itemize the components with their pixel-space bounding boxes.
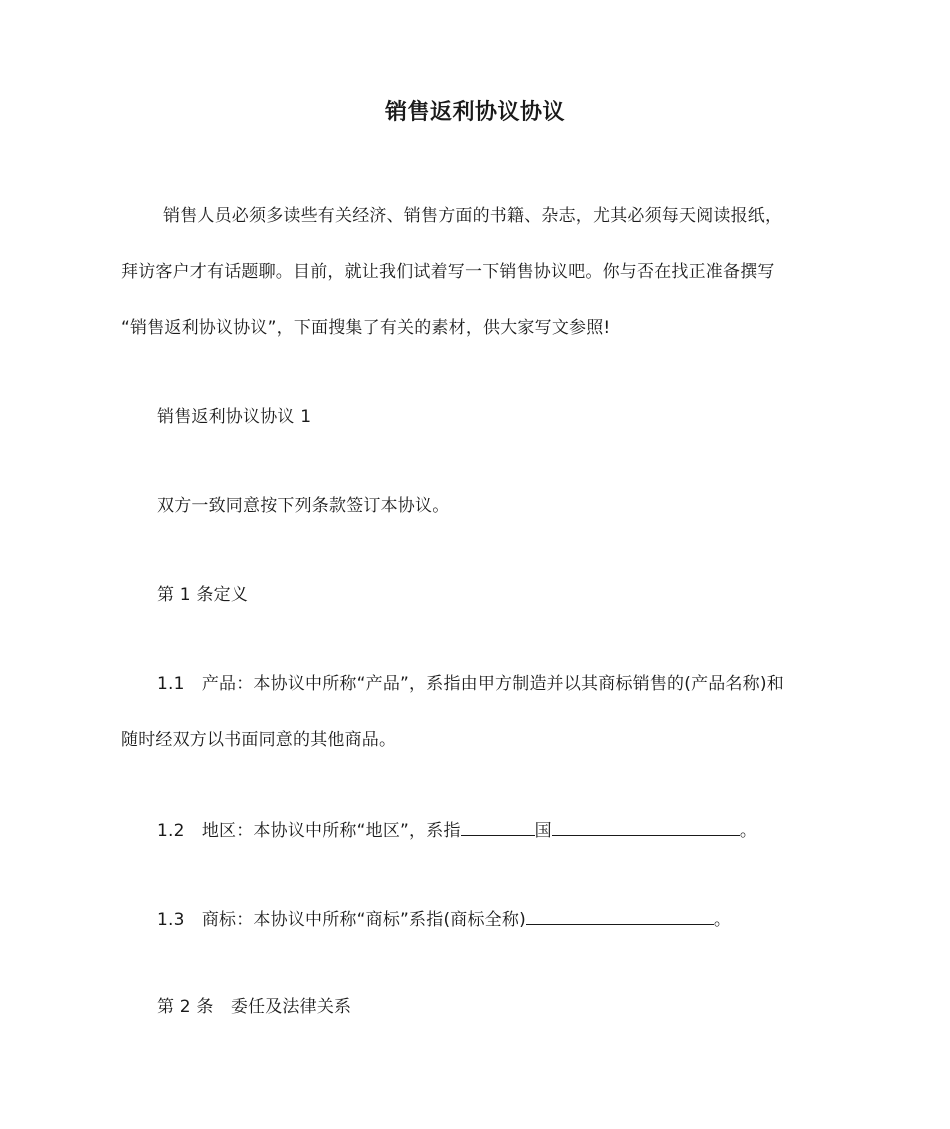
clause-1-2-text-c: 。 bbox=[739, 821, 758, 841]
clause-1-1-line-1: 1.1 产品：本协议中所称“产品”，系指由甲方制造并以其商标销售的(产品名称)和 bbox=[157, 674, 784, 694]
intro-line-2: 拜访客户才有话题聊。目前，就让我们试着写一下销售协议吧。你与否在找正准备撰写 bbox=[121, 262, 775, 282]
article-1-heading: 第 1 条定义 bbox=[157, 585, 249, 605]
document-title: 销售返利协议协议 bbox=[384, 100, 565, 125]
blank-line-country-2 bbox=[552, 817, 740, 836]
clause-1-3 bbox=[157, 906, 731, 932]
clause-1-2-text-a: 1.2 地区：本协议中所称“地区”，系指 bbox=[157, 821, 461, 841]
clause-1-2 bbox=[157, 817, 757, 843]
article-2-heading: 第 2 条 委任及法律关系 bbox=[157, 997, 352, 1017]
intro-line-1: 销售人员必须多读些有关经济、销售方面的书籍、杂志，尤其必须每天阅读报纸， bbox=[163, 206, 783, 226]
section-heading: 销售返利协议协议 1 bbox=[157, 407, 312, 427]
clause-1-3-text-a: 1.3 商标：本协议中所称“商标”系指(商标全称) bbox=[157, 910, 526, 930]
clause-1-1-line-2: 随时经双方以书面同意的其他商品。 bbox=[121, 730, 397, 750]
clause-1-2-text-b: 国 bbox=[534, 821, 552, 841]
blank-line-country-1 bbox=[461, 817, 535, 836]
agreement-sentence: 双方一致同意按下列条款签订本协议。 bbox=[157, 496, 450, 516]
intro-line-3: “销售返利协议协议”，下面搜集了有关的素材，供大家写文参照! bbox=[121, 318, 611, 338]
blank-line-trademark bbox=[526, 906, 714, 925]
clause-1-3-text-b: 。 bbox=[713, 910, 732, 930]
